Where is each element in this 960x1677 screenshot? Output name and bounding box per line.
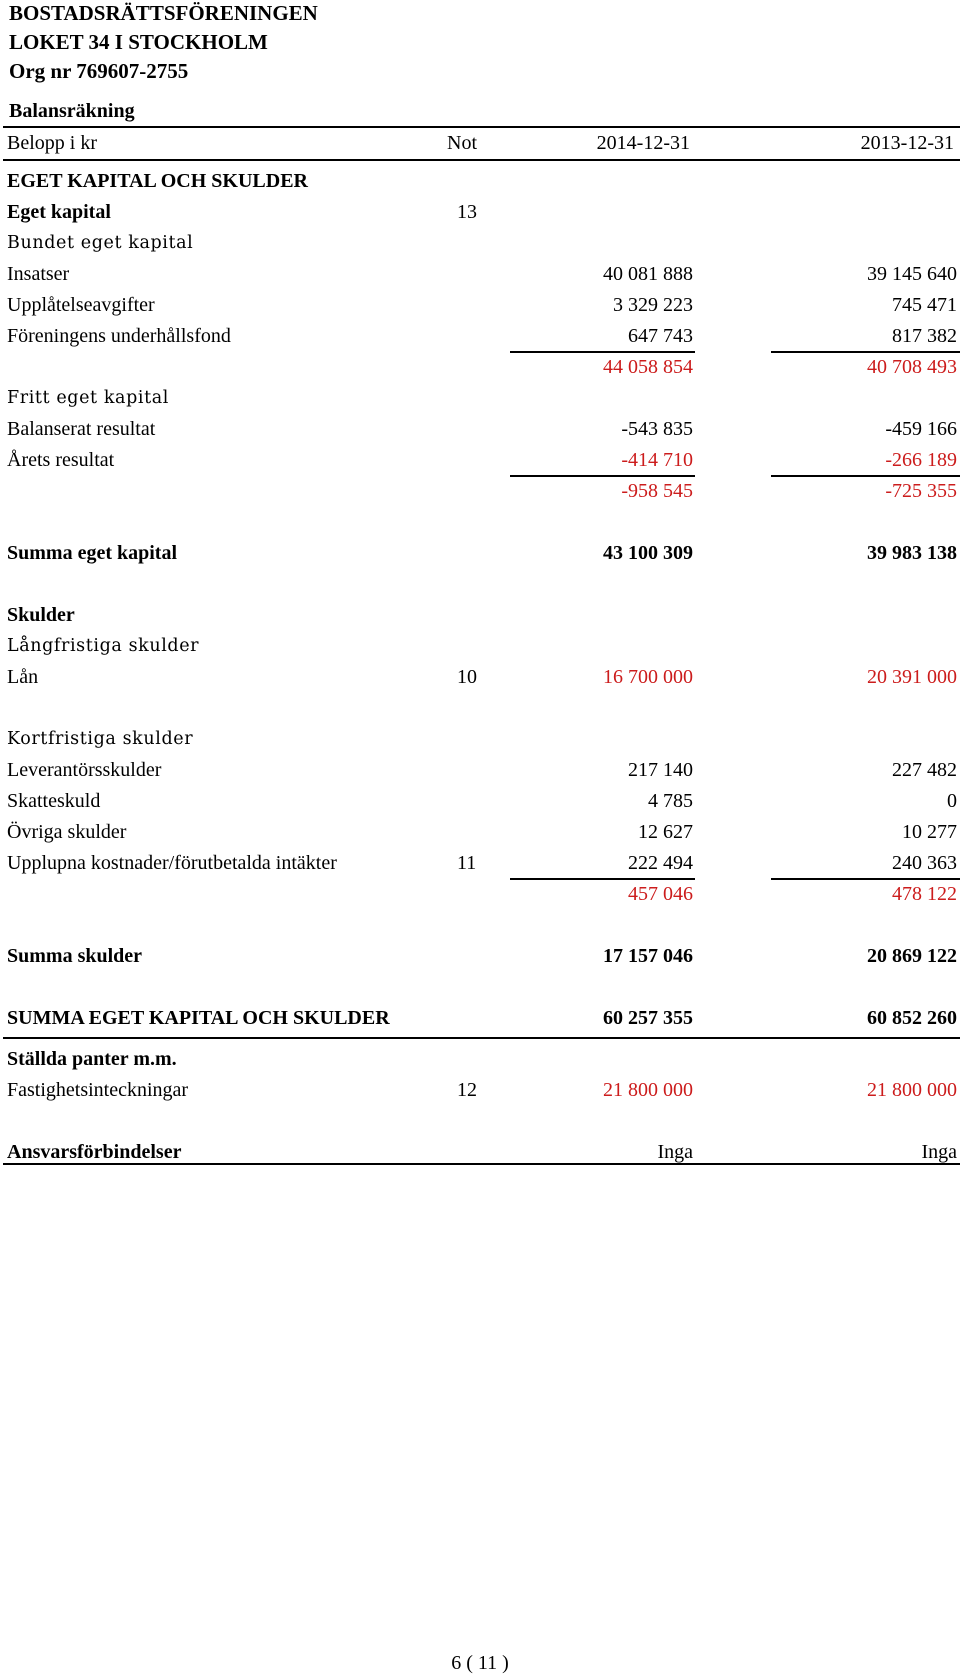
table-row [0,1075,960,1106]
divider-header [3,159,960,161]
row-subtotal-2013: 40 708 493 [867,356,957,378]
row-value-2014: 16 700 000 [603,666,693,688]
row-value-2013: 10 277 [902,821,957,843]
row-note: 12 [457,1079,477,1101]
table-row [0,538,960,569]
row-label: Årets resultat [7,449,115,471]
row-subtotal-2013: 478 122 [892,883,957,905]
row-label: Insatser [7,263,70,285]
divider-bottom [3,1163,960,1165]
row-value-2013: 20 391 000 [867,666,957,688]
row-value-2013: 817 382 [892,325,957,347]
row-total-2014: 43 100 309 [603,542,693,564]
row-note: 11 [457,852,477,874]
row-label: Upplåtelseavgifter [7,294,155,316]
org-number: Org nr 769607-2755 [9,59,189,83]
row-label: Skulder [7,604,75,626]
column-header [0,128,960,159]
table-row [0,290,960,321]
table-row [0,724,960,755]
row-subtotal-2014: -958 545 [621,480,693,502]
row-note: 10 [457,666,477,688]
row-label: Eget kapital [7,201,111,223]
row-value-2014: Inga [657,1141,693,1163]
row-label: Skatteskuld [7,790,101,812]
table-row [0,228,960,259]
row-value-2013: 240 363 [892,852,957,874]
row-value-2013: 745 471 [892,294,957,316]
table-row [0,197,960,228]
row-label: Övriga skulder [7,821,127,843]
row-label: Summa eget kapital [7,542,177,564]
row-value-2014: 647 743 [628,325,693,347]
row-label: Ansvarsförbindelser [7,1141,182,1163]
row-label: Långfristiga skulder [7,636,200,656]
column-year1: 2014-12-31 [596,132,690,154]
table-row [0,166,960,197]
row-label: Fritt eget kapital [7,388,169,408]
table-row [0,848,960,879]
row-total-2013: 39 983 138 [867,542,957,564]
row-value-2014: 217 140 [628,759,693,781]
row-label: Kortfristiga skulder [7,729,194,749]
row-total-2014: 17 157 046 [603,945,693,967]
row-label: Ställda panter m.m. [7,1048,177,1070]
row-value-2014: 4 785 [648,790,693,812]
table-row [0,445,960,476]
row-total-2013: 60 852 260 [867,1007,957,1029]
table-row [0,879,960,910]
row-value-2013: -459 166 [885,418,957,440]
column-year2: 2013-12-31 [860,132,954,154]
row-label: Lån [7,666,39,688]
table-row [0,755,960,786]
row-value-2013: 39 145 640 [867,263,957,285]
row-total-2013: 20 869 122 [867,945,957,967]
row-value-2013: 21 800 000 [867,1079,957,1101]
row-label: EGET KAPITAL OCH SKULDER [7,170,308,192]
table-row [0,786,960,817]
row-total-2014: 60 257 355 [603,1007,693,1029]
table-row [0,1003,960,1034]
row-label: SUMMA EGET KAPITAL OCH SKULDER [7,1007,390,1029]
divider-grand-total [3,1037,960,1039]
row-label: Summa skulder [7,945,143,967]
row-label: Bundet eget kapital [7,233,194,253]
org-name-line1: BOSTADSRÄTTSFÖRENINGEN [9,1,318,25]
column-label: Belopp i kr [7,132,97,154]
row-value-2013: Inga [921,1141,957,1163]
row-subtotal-2013: -725 355 [885,480,957,502]
row-value-2013: 0 [947,790,957,812]
row-subtotal-2014: 457 046 [628,883,693,905]
table-row [0,321,960,352]
table-row [0,662,960,693]
table-row [0,259,960,290]
row-value-2014: 12 627 [638,821,693,843]
row-value-2013: -266 189 [885,449,957,471]
table-row [0,383,960,414]
row-label: Fastighetsinteckningar [7,1079,189,1101]
row-label: Föreningens underhållsfond [7,325,231,347]
org-name-line2: LOKET 34 I STOCKHOLM [9,30,268,54]
row-label: Balanserat resultat [7,418,156,440]
row-label: Upplupna kostnader/förutbetalda intäkter [7,852,337,874]
table-row [0,414,960,445]
row-value-2014: 222 494 [628,852,693,874]
table-row [0,1044,960,1075]
table-row [0,600,960,631]
row-value-2013: 227 482 [892,759,957,781]
row-subtotal-2014: 44 058 854 [603,356,693,378]
row-label: Leverantörsskulder [7,759,162,781]
row-value-2014: 21 800 000 [603,1079,693,1101]
column-note: Not [447,132,477,154]
row-value-2014: 40 081 888 [603,263,693,285]
page-number: 6 ( 11 ) [451,1652,509,1674]
row-value-2014: -543 835 [621,418,693,440]
table-row [0,941,960,972]
table-row [0,631,960,662]
doc-title: Balansräkning [9,100,135,122]
table-row [0,352,960,383]
row-value-2014: 3 329 223 [613,294,693,316]
row-note: 13 [457,201,477,223]
table-row [0,476,960,507]
row-value-2014: -414 710 [621,449,693,471]
table-row [0,817,960,848]
